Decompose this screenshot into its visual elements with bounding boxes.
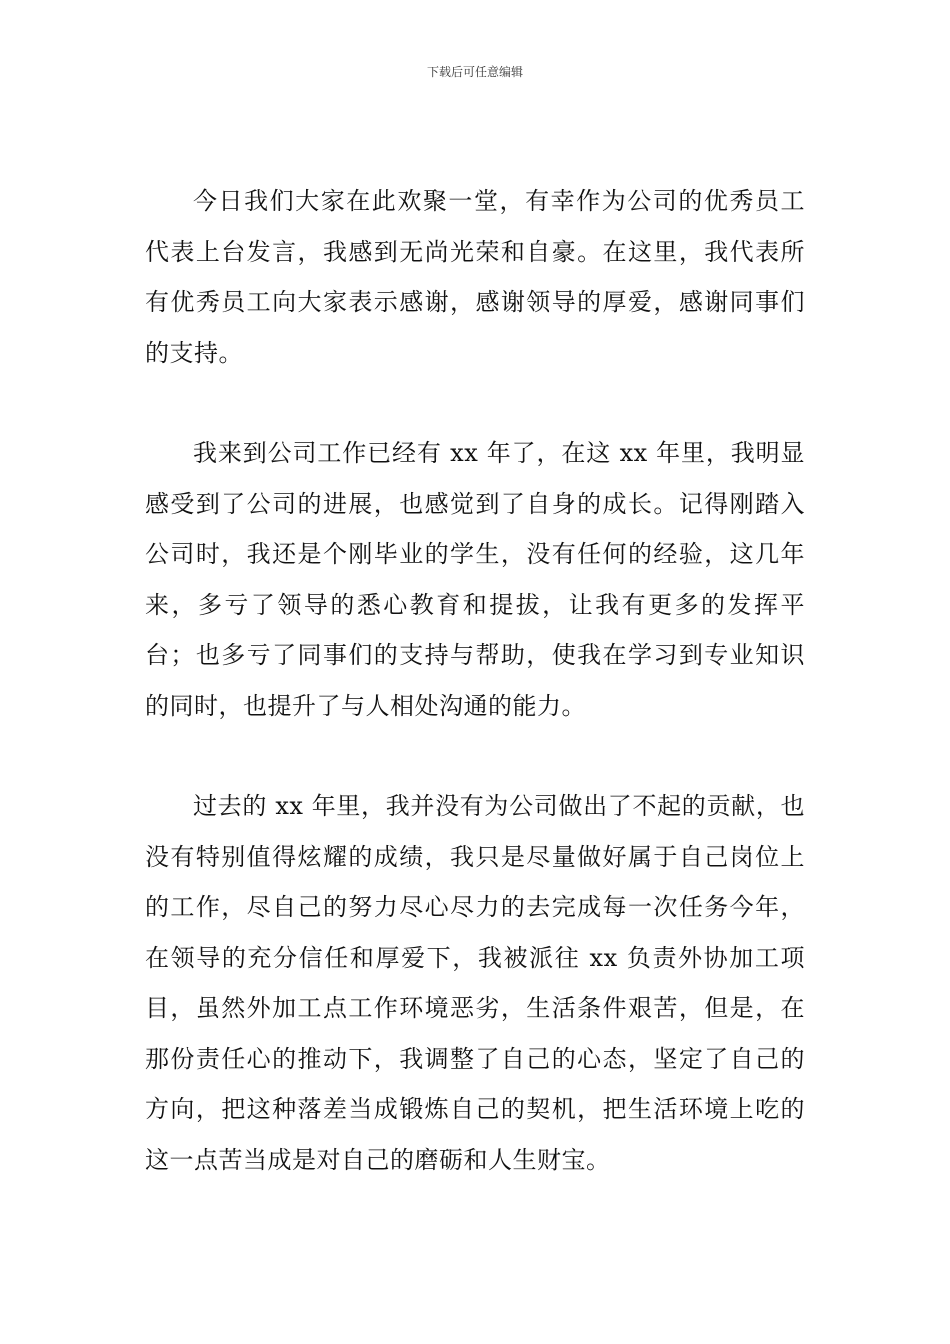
paragraph-1: 今日我们大家在此欢聚一堂，有幸作为公司的优秀员工代表上台发言，我感到无尚光荣和自豪。在这里，我代表所有优秀员工向大家表示感谢，感谢领导的厚爱，感谢同事们的支持。 (145, 187, 805, 367)
page-header-note: 下载后可任意编辑 (426, 65, 523, 79)
document-body (145, 176, 805, 1185)
paragraph-3: 过去的 xx 年里，我并没有为公司做出了不起的贡献，也没有特别值得炫耀的成绩，我只是尽量做好属于自己岗位上的工作，尽自己的努力尽心尽力的去完成每一次任务今年，在领导的充分信任和厚爱下，我被派往 xx 负责外协加工项目，虽然外加工点工作环境恶劣，生活条件艰苦，但是，在那份责任心的推动下，我调整了自己的心态，坚定了自己的方向，把这种落差当成锻炼自己的契机，把生活环境上吃的这一点苦当成是对自己的磨砺和人生财宝。 (145, 792, 805, 1174)
paragraph-2: 我来到公司工作已经有 xx 年了，在这 xx 年里，我明显感受到了公司的进展，也感觉到了自身的成长。记得刚踏入公司时，我还是个刚毕业的学生，没有任何的经验，这几年来，多亏了领导的悉心教育和提拔，让我有更多的发挥平台；也多亏了同事们的支持与帮助，使我在学习到专业知识的同时，也提升了与人相处沟通的能力。 (145, 439, 805, 720)
